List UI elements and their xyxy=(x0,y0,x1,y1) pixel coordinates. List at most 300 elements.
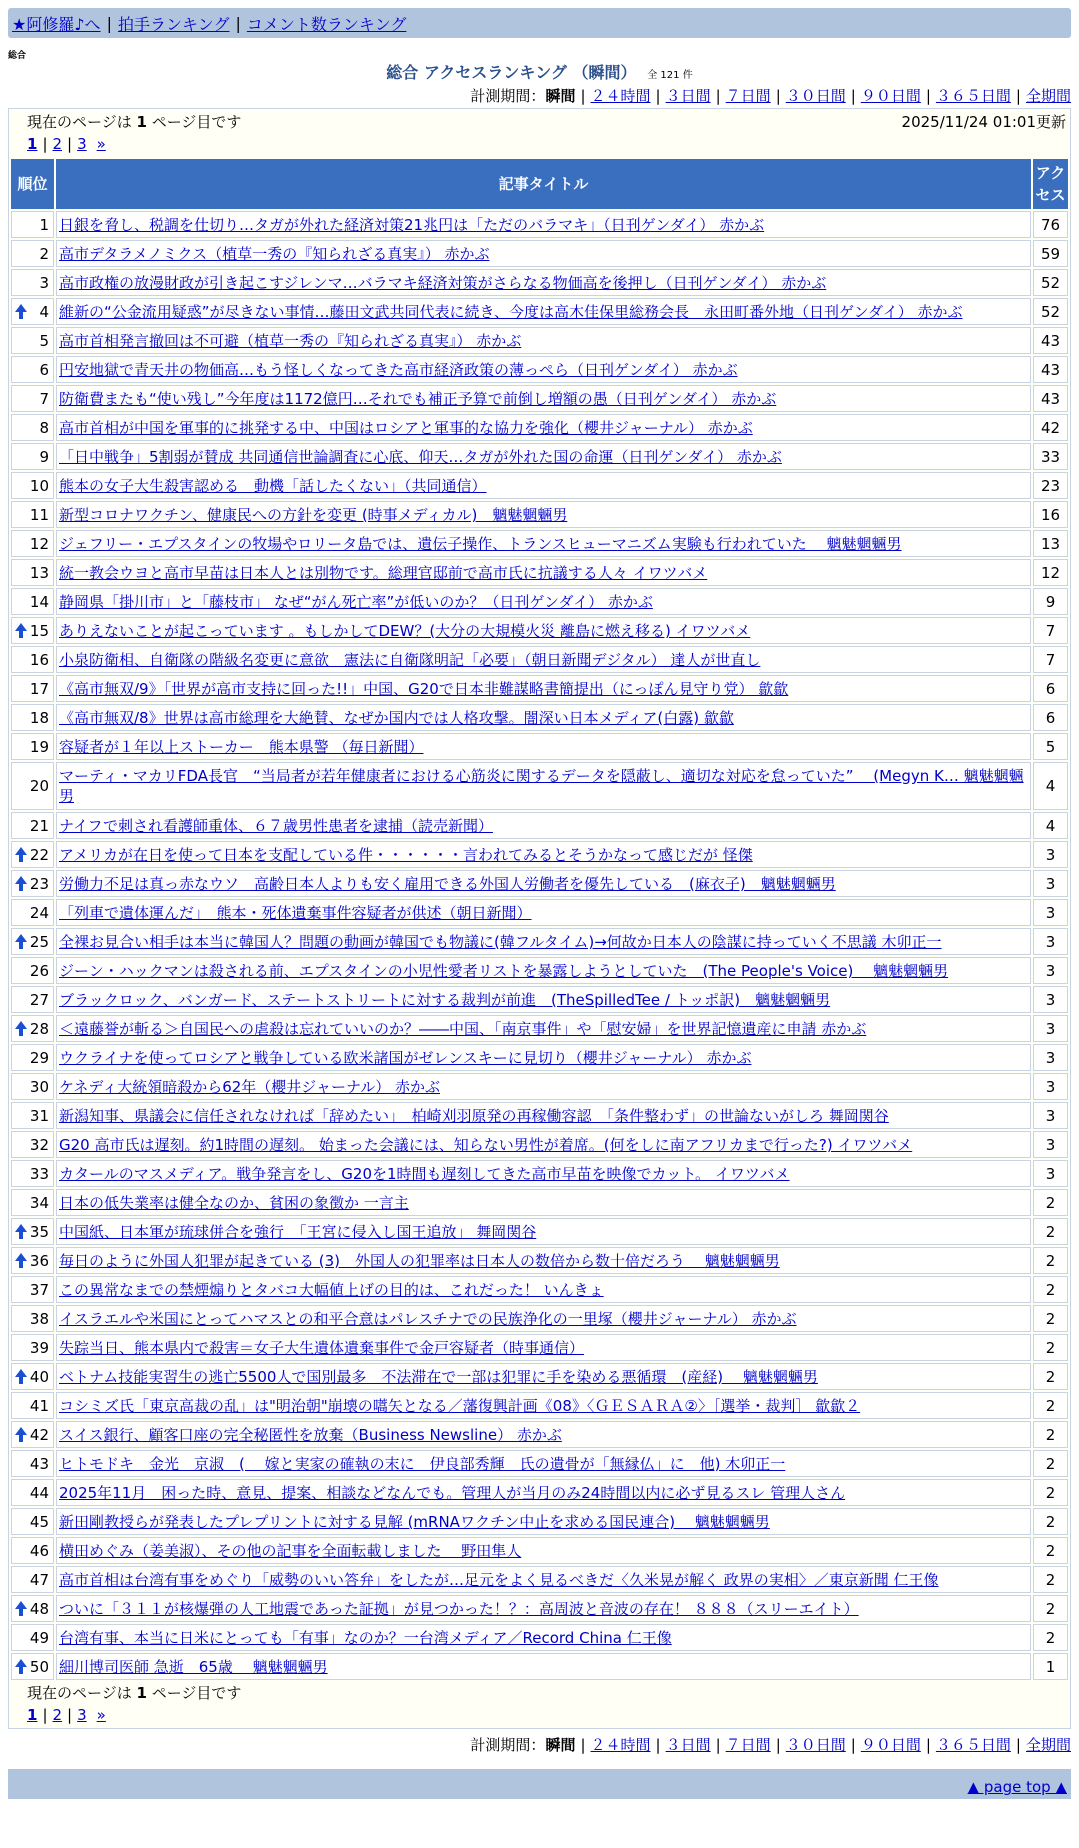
title-cell xyxy=(56,986,1031,1013)
article-link[interactable]: ジェフリー・エプスタインの牧場やロリータ島では、遺伝子操作、トランスヒューマニズム実験も行われていた 魑魅魍魎男 xyxy=(59,535,902,553)
rank-number: 45 xyxy=(29,1512,49,1531)
title-cell xyxy=(56,1595,1031,1622)
home-link[interactable]: ★阿修羅♪へ xyxy=(12,14,101,34)
article-link[interactable]: 日銀を脅し、税調を仕切り…タガが外れた経済対策21兆円は「ただのバラマキ」（日刊ゲンダイ） 赤かぶ xyxy=(59,216,765,234)
page-current[interactable]: 1 xyxy=(27,1706,38,1724)
access-count: 5 xyxy=(1033,733,1068,760)
table-row xyxy=(11,675,1068,702)
table-row xyxy=(11,1537,1068,1564)
article-link[interactable]: 静岡県「掛川市」と「藤枝市」 なぜ“がん死亡率”が低いのか？（日刊ゲンダイ） 赤かぶ xyxy=(59,593,653,611)
table-row xyxy=(11,986,1068,1013)
rank-number: 30 xyxy=(29,1077,49,1096)
article-link[interactable]: 2025年11月 困った時、意見、提案、相談などなんでも。管理人が当月のみ24時間以内に必ず見るスレ 管理人さん xyxy=(59,1484,846,1502)
rank-number: 44 xyxy=(29,1483,49,1502)
article-link[interactable]: 円安地獄で青天井の物価高…もう怪しくなってきた高市経済政策の薄っぺら（日刊ゲンダイ） 赤かぶ xyxy=(59,361,738,379)
rank-number: 2 xyxy=(39,244,49,263)
table-row xyxy=(11,1595,1068,1622)
clap-ranking-link[interactable]: 拍手ランキング xyxy=(117,14,230,34)
title-cell xyxy=(56,1479,1031,1506)
period-option-1[interactable]: ３日間 xyxy=(665,87,711,105)
rank-number: 33 xyxy=(29,1164,49,1183)
article-link[interactable]: 労働力不足は真っ赤なウソ 高齢日本人よりも安く雇用できる外国人労働者を優先している (麻衣子) 魑魅魍魎男 xyxy=(59,875,836,893)
table-row xyxy=(11,385,1068,412)
period-separator: | xyxy=(775,1736,781,1754)
rank-cell xyxy=(11,588,54,615)
rank-number: 12 xyxy=(29,534,49,553)
access-count: 23 xyxy=(1033,472,1068,499)
rank-number: 48 xyxy=(29,1599,49,1618)
rank-number: 29 xyxy=(29,1048,49,1067)
article-link[interactable]: 《高市無双/9》「世界が高市支持に回った!!」中国、G20で日本非難謀略書簡提出（にっぽん見守り党） 歙歙 xyxy=(59,680,789,698)
rank-number: 28 xyxy=(29,1019,49,1038)
title-cell xyxy=(56,443,1031,470)
period-separator: | xyxy=(775,87,781,105)
page-link-3[interactable]: 3 xyxy=(77,1706,87,1724)
article-link[interactable]: 容疑者が１年以上ストーカー 熊本県警 （毎日新聞） xyxy=(59,738,424,756)
table-row xyxy=(11,1218,1068,1245)
period-separator: | xyxy=(655,87,661,105)
article-link[interactable]: 高市首相発言撤回は不可避（植草一秀の『知られざる真実』） 赤かぶ xyxy=(59,332,522,350)
period-option-3[interactable]: ３０日間 xyxy=(785,87,846,105)
table-row xyxy=(11,1305,1068,1332)
rank-number: 14 xyxy=(29,592,49,611)
rank-number: 20 xyxy=(29,777,49,795)
title-header: 記事タイトル xyxy=(56,159,1031,209)
ranking-panel xyxy=(8,108,1071,1729)
access-count: 13 xyxy=(1033,530,1068,557)
period-separator: | xyxy=(1015,1736,1021,1754)
rank-number: 37 xyxy=(29,1280,49,1299)
rank-up-arrow-icon xyxy=(15,1427,26,1443)
access-count: 3 xyxy=(1033,986,1068,1013)
period-current: 瞬間 xyxy=(545,1736,576,1754)
article-link[interactable]: 失踪当日、熊本県内で殺害＝女子大生遺体遺棄事件で金戸容疑者（時事通信） xyxy=(59,1339,585,1357)
title-cell xyxy=(56,1653,1031,1680)
article-link[interactable]: 高市首相が中国を軍事的に挑発する中、中国はロシアと軍事的な協力を強化（櫻井ジャーナル） 赤かぶ xyxy=(59,419,753,437)
table-row xyxy=(11,1102,1068,1129)
updated-timestamp: 2025/11/24 01:01更新 xyxy=(901,113,1066,131)
rank-cell xyxy=(11,240,54,267)
access-count: 3 xyxy=(1033,1102,1068,1129)
rank-number: 19 xyxy=(29,737,49,756)
access-count: 2 xyxy=(1033,1218,1068,1245)
access-count: 59 xyxy=(1033,240,1068,267)
bottom-bar xyxy=(8,1769,1071,1799)
access-count: 1 xyxy=(1033,1653,1068,1680)
access-count: 2 xyxy=(1033,1392,1068,1419)
table-row xyxy=(11,414,1068,441)
article-link[interactable]: 小泉防衛相、自衛隊の階級名変更に意欲 憲法に自衛隊明記「必要」（朝日新聞デジタル） 達人が世直し xyxy=(59,651,761,669)
article-link[interactable]: 細川博司医師 急逝 65歳 魑魅魍魎男 xyxy=(59,1658,328,1676)
rank-number: 7 xyxy=(39,389,49,408)
article-link[interactable]: 中国紙、日本軍が琉球併合を強行 「王宮に侵入し国王追放」 舞岡関谷 xyxy=(59,1223,537,1241)
page-info-row-bottom xyxy=(9,1682,1070,1704)
nav-separator: | xyxy=(106,13,112,33)
table-row xyxy=(11,617,1068,644)
period-option-5[interactable]: ３６５日間 xyxy=(935,1736,1011,1754)
table-row xyxy=(11,1276,1068,1303)
pager-separator: | xyxy=(67,135,73,153)
period-option-2[interactable]: ７日間 xyxy=(725,87,771,105)
table-row xyxy=(11,1653,1068,1680)
title-cell xyxy=(56,1189,1031,1216)
rank-cell xyxy=(11,1044,54,1071)
rank-number: 16 xyxy=(29,650,49,669)
title-cell xyxy=(56,733,1031,760)
access-count: 2 xyxy=(1033,1450,1068,1477)
article-link[interactable]: 「日中戦争」5割弱が賛成 共同通信世論調査に心底、仰天…タガが外れた国の命運（日刊ゲンダイ） 赤かぶ xyxy=(59,448,782,466)
access-count: 2 xyxy=(1033,1566,1068,1593)
rank-cell xyxy=(11,385,54,412)
access-count: 7 xyxy=(1033,646,1068,673)
rank-number: 11 xyxy=(29,505,49,524)
article-link[interactable]: スイス銀行、顧客口座の完全秘匿性を放棄（Business Newsline） 赤かぶ xyxy=(59,1426,562,1444)
article-link[interactable]: イスラエルや米国にとってハマスとの和平合意はパレスチナでの民族浄化の一里塚（櫻井ジャーナル） 赤かぶ xyxy=(59,1310,797,1328)
access-count: 42 xyxy=(1033,414,1068,441)
period-option-3[interactable]: ３０日間 xyxy=(785,1736,846,1754)
article-link[interactable]: 「列車で遺体運んだ」 熊本・死体遺棄事件容疑者が供述（朝日新聞） xyxy=(59,904,532,922)
article-link[interactable]: ヒトモドキ 金光 京淑 ( 嫁と実家の確執の末に 伊良部秀輝 氏の遺骨が「無縁仏」に 他) 木卯正一 xyxy=(59,1455,786,1473)
title-cell xyxy=(56,1508,1031,1535)
rank-cell xyxy=(11,559,54,586)
article-link[interactable]: 防衛費またも“使い残し”今年度は1172億円…それでも補正予算で前倒し増額の愚（日刊ゲンダイ） 赤かぶ xyxy=(59,390,777,408)
access-count: 2 xyxy=(1033,1508,1068,1535)
rank-number: 41 xyxy=(29,1396,49,1415)
rank-number: 17 xyxy=(29,679,49,698)
rank-number: 27 xyxy=(29,990,49,1009)
rank-cell xyxy=(11,1508,54,1535)
table-row xyxy=(11,1421,1068,1448)
article-link[interactable]: 《高市無双/8》世界は高市総理を大絶賛、なぜか国内では人格攻撃。闇深い日本メディア(白露) 歙歙 xyxy=(59,709,734,727)
rank-cell xyxy=(11,617,54,644)
period-separator: | xyxy=(1015,87,1021,105)
page-info-text: 現在のページは 1 ページ目です xyxy=(27,113,242,131)
title-cell xyxy=(56,812,1031,839)
table-row xyxy=(11,1566,1068,1593)
rank-cell xyxy=(11,1421,54,1448)
access-count: 43 xyxy=(1033,356,1068,383)
page-link-3[interactable]: 3 xyxy=(77,135,87,153)
rank-cell xyxy=(11,812,54,839)
article-link[interactable]: ジーン・ハックマンは殺される前、エプスタインの小児性愛者リストを暴露しようとしていた (The People's Voice) 魑魅魍魎男 xyxy=(59,962,949,980)
rank-cell xyxy=(11,1218,54,1245)
period-option-0[interactable]: ２４時間 xyxy=(590,1736,651,1754)
article-link[interactable]: 高市首相は台湾有事をめぐり「威勢のいい答弁」をしたが…足元をよく見るべきだ〈久米晃が解く 政界の実相〉／東京新聞 仁王像 xyxy=(59,1571,939,1589)
access-count: 16 xyxy=(1033,501,1068,528)
rank-cell xyxy=(11,1305,54,1332)
table-row xyxy=(11,472,1068,499)
rank-number: 38 xyxy=(29,1309,49,1328)
title-cell xyxy=(56,928,1031,955)
rank-cell xyxy=(11,269,54,296)
access-count: 2 xyxy=(1033,1334,1068,1361)
top-nav-bar xyxy=(8,8,1071,38)
access-count: 3 xyxy=(1033,1073,1068,1100)
article-link[interactable]: ナイフで刺され看護師重体、６７歳男性患者を逮捕（読売新聞） xyxy=(59,817,493,835)
rank-cell xyxy=(11,530,54,557)
period-selector xyxy=(8,84,1071,108)
period-option-2[interactable]: ７日間 xyxy=(725,1736,771,1754)
access-count: 4 xyxy=(1033,762,1068,810)
article-link[interactable]: 新潟知事、県議会に信任されなければ「辞めたい」 柏崎刈羽原発の再稼働容認 「条件整わず」の世論ないがしろ 舞岡関谷 xyxy=(59,1107,889,1125)
title-cell xyxy=(56,1624,1031,1651)
article-link[interactable]: カタールのマスメディア。戦争発言をし、G20を1時間も遅刻してきた高市早苗を映像でカット。 イワツバメ xyxy=(59,1165,790,1183)
rank-cell xyxy=(11,1160,54,1187)
title-cell xyxy=(56,1247,1031,1274)
rank-cell xyxy=(11,501,54,528)
rank-cell xyxy=(11,1073,54,1100)
title-cell xyxy=(56,414,1031,441)
page-title: 総合 アクセスランキング （瞬間） xyxy=(386,63,637,82)
rank-number: 47 xyxy=(29,1570,49,1589)
article-link[interactable]: 日本の低失業率は健全なのか、貧困の象徴か 一言主 xyxy=(59,1194,409,1212)
total-count: 全 121 件 xyxy=(647,70,693,81)
title-cell xyxy=(56,1305,1031,1332)
rank-number: 25 xyxy=(29,932,49,951)
access-count: 2 xyxy=(1033,1189,1068,1216)
rank-cell xyxy=(11,1595,54,1622)
article-link[interactable]: ベトナム技能実習生の逃亡5500人で国別最多 不法滞在で一部は犯罪に手を染める悪循環 (産経) 魑魅魍魎男 xyxy=(59,1368,818,1386)
period-separator: | xyxy=(715,87,721,105)
article-link[interactable]: 全裸お見合い相手は本当に韓国人？問題の動画が韓国でも物議に(韓フルタイム)→何故か日本人の陰謀に持っていく不思議 木卯正一 xyxy=(59,933,942,951)
access-count: 43 xyxy=(1033,385,1068,412)
table-row xyxy=(11,957,1068,984)
rank-number: 24 xyxy=(29,903,49,922)
table-row xyxy=(11,443,1068,470)
rank-number: 13 xyxy=(29,563,49,582)
rank-up-arrow-icon xyxy=(15,1224,26,1240)
article-link[interactable]: ＜遠藤誉が斬る＞自国民への虐殺は忘れていいのか？――中国、「南京事件」や「慰安婦」を世界記憶遺産に申請 赤かぶ xyxy=(59,1020,867,1038)
title-cell xyxy=(56,1073,1031,1100)
article-link[interactable]: ケネディ大統領暗殺から62年（櫻井ジャーナル） 赤かぶ xyxy=(59,1078,441,1096)
page-next-link[interactable]: » xyxy=(96,135,106,153)
article-link[interactable]: G20 高市氏は遅刻。約1時間の遅刻。 始まった会議には、知らない男性が着席。(何をしに南アフリカまで行った?) イワツバメ xyxy=(59,1136,913,1154)
access-count: 2 xyxy=(1033,1363,1068,1390)
title-cell xyxy=(56,240,1031,267)
pager-separator: | xyxy=(42,135,48,153)
title-cell xyxy=(56,269,1031,296)
table-row xyxy=(11,704,1068,731)
table-row xyxy=(11,1508,1068,1535)
page-current[interactable]: 1 xyxy=(27,135,38,153)
rank-number: 23 xyxy=(29,874,49,893)
table-row xyxy=(11,1131,1068,1158)
period-option-6[interactable]: 全期間 xyxy=(1025,87,1071,105)
rank-cell xyxy=(11,957,54,984)
access-count: 3 xyxy=(1033,1160,1068,1187)
access-count: 2 xyxy=(1033,1247,1068,1274)
access-count: 3 xyxy=(1033,957,1068,984)
rank-up-arrow-icon xyxy=(15,1659,26,1675)
rank-number: 40 xyxy=(29,1367,49,1386)
rank-number: 31 xyxy=(29,1106,49,1125)
article-link[interactable]: 高市デタラメノミクス（植草一秀の『知られざる真実』） 赤かぶ xyxy=(59,245,490,263)
title-cell xyxy=(56,1537,1031,1564)
table-row xyxy=(11,762,1068,810)
period-option-1[interactable]: ３日間 xyxy=(665,1736,711,1754)
rank-number: 50 xyxy=(29,1657,49,1676)
table-row xyxy=(11,588,1068,615)
title-cell xyxy=(56,1102,1031,1129)
rank-number: 8 xyxy=(39,418,49,437)
title-cell xyxy=(56,356,1031,383)
page-next-link[interactable]: » xyxy=(96,1706,106,1724)
period-option-6[interactable]: 全期間 xyxy=(1025,1736,1071,1754)
title-cell xyxy=(56,1015,1031,1042)
title-cell xyxy=(56,1218,1031,1245)
article-link[interactable]: 毎日のように外国人犯罪が起きている (3) 外国人の犯罪率は日本人の数倍から数十倍だろう 魑魅魍魎男 xyxy=(59,1252,780,1270)
rank-cell xyxy=(11,1450,54,1477)
rank-up-arrow-icon xyxy=(15,1253,26,1269)
period-separator: | xyxy=(850,1736,856,1754)
title-cell xyxy=(56,1160,1031,1187)
article-link[interactable]: 新田剛教授らが発表したプレプリントに対する見解 (mRNAワクチン中止を求める国民連合) 魑魅魍魎男 xyxy=(59,1513,770,1531)
rank-cell xyxy=(11,1131,54,1158)
rank-number: 32 xyxy=(29,1135,49,1154)
table-row xyxy=(11,646,1068,673)
article-link[interactable]: アメリカが在日を使って日本を支配している件・・・・・・言われてみるとそうかなって感じだが 怪傑 xyxy=(59,846,753,864)
table-row xyxy=(11,1247,1068,1274)
pager-separator: | xyxy=(67,1706,73,1724)
rank-cell xyxy=(11,1334,54,1361)
title-cell xyxy=(56,530,1031,557)
rank-cell xyxy=(11,704,54,731)
article-link[interactable]: 新型コロナワクチン、健康民への方針を変更 (時事メディカル) 魑魅魍魎男 xyxy=(59,506,568,524)
article-link[interactable]: 横田めぐみ（姜美淑）、その他の記事を全面転載しました 野田隼人 xyxy=(59,1542,522,1560)
rank-cell xyxy=(11,298,54,325)
period-label: 計測期間： xyxy=(470,87,546,105)
title-cell xyxy=(56,1450,1031,1477)
title-cell xyxy=(56,675,1031,702)
rank-number: 22 xyxy=(29,845,49,864)
rank-number: 43 xyxy=(29,1454,49,1473)
article-link[interactable]: 台湾有事、本当に日米にとっても「有事」なのか？一台湾メディア／Record China 仁王像 xyxy=(59,1629,672,1647)
rank-number: 35 xyxy=(29,1222,49,1241)
access-count: 3 xyxy=(1033,1015,1068,1042)
access-count: 52 xyxy=(1033,298,1068,325)
page-top-link[interactable]: ▲ page top ▲ xyxy=(967,1778,1067,1796)
article-link[interactable]: 統一教会ウヨと高市早苗は日本人とは別物です。総理官邸前で高市氏に抗議する人々 イワツバメ xyxy=(59,564,708,582)
title-cell xyxy=(56,385,1031,412)
table-row xyxy=(11,928,1068,955)
comment-ranking-link[interactable]: コメント数ランキング xyxy=(246,14,407,34)
rank-cell xyxy=(11,1276,54,1303)
rank-number: 5 xyxy=(39,331,49,350)
title-cell xyxy=(56,588,1031,615)
access-count: 2 xyxy=(1033,1479,1068,1506)
title-cell xyxy=(56,1566,1031,1593)
article-link[interactable]: 維新の“公金流用疑惑”が尽きない事情…藤田文武共同代表に続き、今度は高木佳保里総務会長 永田町番外地（日刊ゲンダイ） 赤かぶ xyxy=(59,303,963,321)
rank-number: 1 xyxy=(39,215,49,234)
access-count: 3 xyxy=(1033,1131,1068,1158)
period-separator: | xyxy=(580,87,586,105)
title-cell xyxy=(56,704,1031,731)
access-count: 2 xyxy=(1033,1624,1068,1651)
table-row xyxy=(11,501,1068,528)
access-count: 3 xyxy=(1033,841,1068,868)
access-count: 6 xyxy=(1033,704,1068,731)
rank-cell xyxy=(11,1189,54,1216)
title-cell xyxy=(56,870,1031,897)
rank-cell xyxy=(11,1479,54,1506)
access-count: 33 xyxy=(1033,443,1068,470)
article-link[interactable]: ついに「３１１が核爆弾の人工地震であった証拠」が見つかった！？：高周波と音波の存在！ ８８８（スリーエイト） xyxy=(59,1600,859,1618)
article-link[interactable]: ウクライナを使ってロシアと戦争している欧米諸国がゼレンスキーに見切り（櫻井ジャーナル） 赤かぶ xyxy=(59,1049,752,1067)
access-count: 2 xyxy=(1033,1421,1068,1448)
table-row xyxy=(11,812,1068,839)
rank-cell xyxy=(11,870,54,897)
access-count: 3 xyxy=(1033,870,1068,897)
period-separator: | xyxy=(580,1736,586,1754)
rank-up-arrow-icon xyxy=(15,1601,26,1617)
access-count: 2 xyxy=(1033,1595,1068,1622)
rank-cell xyxy=(11,1102,54,1129)
title-cell xyxy=(56,472,1031,499)
title-cell xyxy=(56,899,1031,926)
table-header-row xyxy=(11,159,1068,209)
period-option-4[interactable]: ９０日間 xyxy=(860,87,921,105)
title-cell xyxy=(56,1276,1031,1303)
period-option-5[interactable]: ３６５日間 xyxy=(935,87,1011,105)
rank-number: 4 xyxy=(39,302,49,321)
article-link[interactable]: この異常なまでの禁煙煽りとタバコ大幅値上げの目的は、これだった！ いんきょ xyxy=(59,1281,604,1299)
rank-number: 39 xyxy=(29,1338,49,1357)
access-count: 7 xyxy=(1033,617,1068,644)
period-option-0[interactable]: ２４時間 xyxy=(590,87,651,105)
rank-cell xyxy=(11,211,54,238)
title-cell xyxy=(56,1421,1031,1448)
table-row xyxy=(11,733,1068,760)
period-selector-bottom xyxy=(8,1733,1071,1757)
period-option-4[interactable]: ９０日間 xyxy=(860,1736,921,1754)
rank-number: 46 xyxy=(29,1541,49,1560)
rank-number: 26 xyxy=(29,961,49,980)
title-cell xyxy=(56,327,1031,354)
page-link-2[interactable]: 2 xyxy=(52,1706,63,1724)
rank-up-arrow-icon xyxy=(15,1369,26,1385)
article-link[interactable]: ありえないことが起こっています 。もしかしてDEW？(大分の大規模火災 離島に燃え移る) イワツバメ xyxy=(59,622,751,640)
page-link-2[interactable]: 2 xyxy=(52,135,63,153)
table-row xyxy=(11,899,1068,926)
rank-cell xyxy=(11,646,54,673)
access-count: 2 xyxy=(1033,1305,1068,1332)
rank-header: 順位 xyxy=(11,159,54,209)
rank-up-arrow-icon xyxy=(15,876,26,892)
access-count: 3 xyxy=(1033,899,1068,926)
table-row xyxy=(11,1450,1068,1477)
article-link[interactable]: ブラックロック、バンガード、ステートストリートに対する裁判が前進 (TheSpilledTee / トッポ訳) 魑魅魍魎男 xyxy=(59,991,831,1009)
rank-cell xyxy=(11,733,54,760)
table-row xyxy=(11,1044,1068,1071)
title-cell xyxy=(56,617,1031,644)
table-row xyxy=(11,559,1068,586)
access-count: 2 xyxy=(1033,1276,1068,1303)
table-row xyxy=(11,356,1068,383)
access-count: 12 xyxy=(1033,559,1068,586)
rank-cell xyxy=(11,443,54,470)
article-link[interactable]: 熊本の女子大生殺害認める 動機「話したくない」（共同通信） xyxy=(59,477,487,495)
access-count: 3 xyxy=(1033,1044,1068,1071)
article-link[interactable]: 高市政権の放漫財政が引き起こすジレンマ…バラマキ経済対策がさらなる物価高を後押し（日刊ゲンダイ） 赤かぶ xyxy=(59,274,827,292)
title-cell xyxy=(56,1363,1031,1390)
article-link[interactable]: マーティ・マカリFDA長官 “当局者が若年健康者における心筋炎に関するデータを隠蔽し、適切な対応を怠っていた” (Megyn K… 魑魅魍魎男 xyxy=(59,767,1024,805)
article-link[interactable]: コシミズ氏「東京高裁の乱」は"明治朝"崩壊の嚆矢となる／藩復興計画《08》〈ＧＥＳＡＲＡ②〉［選挙・裁判］ 歙歙２ xyxy=(59,1397,861,1415)
rank-cell xyxy=(11,928,54,955)
rank-cell xyxy=(11,414,54,441)
rank-number: 42 xyxy=(29,1425,49,1444)
rank-cell xyxy=(11,1566,54,1593)
rank-number: 34 xyxy=(29,1193,49,1212)
